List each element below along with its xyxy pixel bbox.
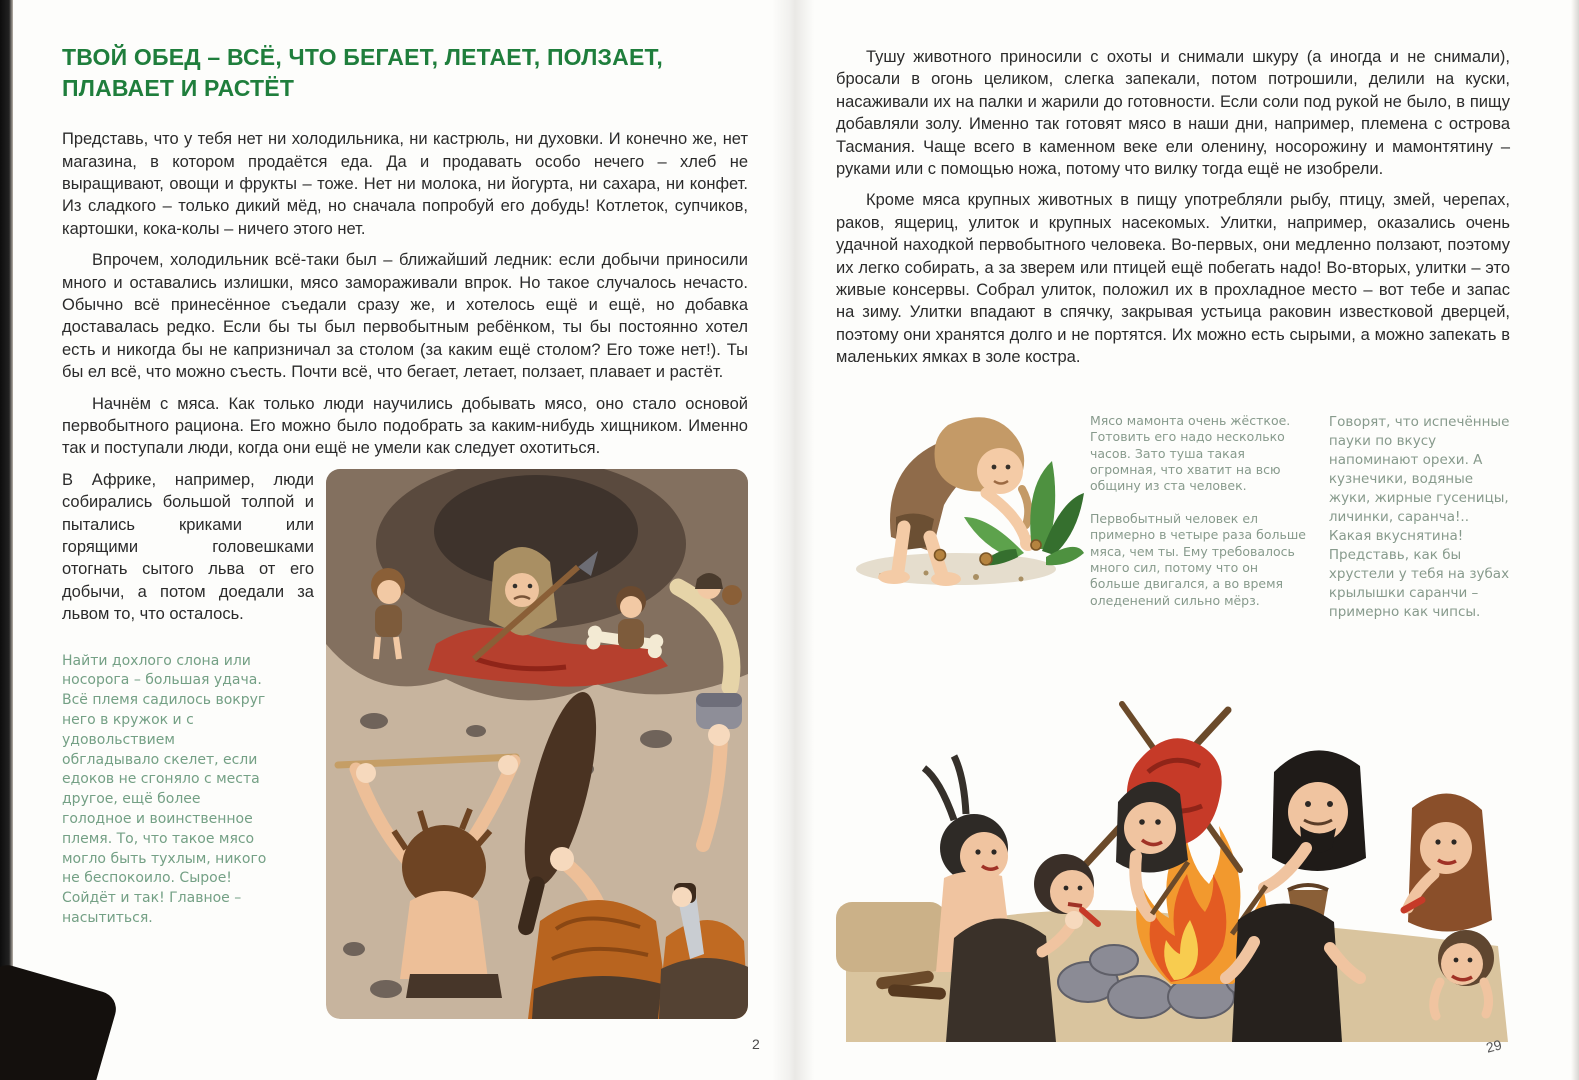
campfire-illustration-wrap	[836, 652, 1510, 1042]
left-page	[62, 0, 748, 1019]
page-gutter-shadow	[772, 0, 814, 1080]
illustration-campfire-feast	[836, 652, 1508, 1042]
narrow-text-column	[62, 469, 314, 1019]
page-number-right: 29	[1484, 1036, 1504, 1056]
margin-note: Говорят, что испечённые пауки по вкусу напоминают орехи. А кузнечики, водяные жуки, жирные гусеницы, личинки, саранча!.. Какая вкуснятина! Представь, как бы хрустели у тебя на зубах крылышки саранчи – примерно как чипсы.	[1328, 413, 1510, 620]
paragraph: Впрочем, холодильник всё-таки был – ближайший ледник: если добычи приносили много и оставались излишки, мясо замораживали впрок. Но такое случалось нечасто. Обычно всё принесённое съедали сразу же, и хотелось ещё и ещё, но добавка доставалась редко. Если бы ты был первобытным ребёнком, ты бы постоянно хотел есть и никогда бы не капризничал за столом (за каким ещё столом? Его тоже нет!). Ты бы ел всё, что можно съесть. Почти всё, что бегает, летает, ползает, плавает и растёт.	[62, 251, 748, 382]
paragraph: Тушу животного приносили с охоты и снимали шкуру (а иногда и не снимали), бросали в огонь целиком, слегка запекали, потом потрошили, делили на куски, насаживали их на палки и жарили до готовности. Если соли под рукой не было, в пищу добавляли золу. Именно так готовят мясо в наши дни, например, племена с острова Тасмания. Чаще всего в каменном веке ели оленину, носорожину и мамонтятину – руками или с помощью ножа, потому что вилку тогда ещё не изобрели.	[836, 48, 1510, 179]
illustration-tribe-and-lion-scene	[326, 469, 748, 1019]
margin-note: Найти дохлого слона или носорога – большая удача. Всё племя садилось вокруг него в кружок и с удовольствием обгладывало скелет, если едоков не сгоняло с места другое, ещё более голодное и воинственное племя. То, что такое мясо могло быть тухлым, никого не беспокоило. Сырое! Сойдёт и так! Главное – насытиться.	[62, 652, 267, 926]
margin-notes-column	[1329, 397, 1510, 622]
margin-note: Первобытный человек ел примерно в четыре раза больше мяса, чем ты. Ему требовалось много сил, потому что он больше двигался, а во время оледенений сильно мёрз.	[1090, 510, 1306, 608]
notes-and-illustration-row	[836, 397, 1510, 622]
scan-right-edge	[1571, 0, 1579, 1080]
margin-notes-column	[1090, 397, 1309, 622]
margin-note: Мясо мамонта очень жёсткое. Готовить его надо несколько часов. Зато туша такая огромная, что хватит на всю общину из ста человек.	[1090, 412, 1291, 494]
paragraph: Представь, что у тебя нет ни холодильника, ни кастрюль, ни духовки. И конечно же, нет магазина, в котором продаётся еда. Да и продавать особо нечего – хлеб не выращивают, овощи и фрукты – тоже. Нет ни молока, ни йогурта, ни сахара, ни конфет. Из сладкого – только дикий мёд, но сначала попробуй его добудь! Котлеток, супчиков, картошки, кока-колы – ничего этого нет.	[62, 130, 748, 238]
paragraph: Кроме мяса крупных животных в пищу употребляли рыбу, птицу, змей, черепах, раков, ящериц, улиток и крупных насекомых. Улитки, например, оказались очень удачной находкой первобытного человека. Во-первых, они медленно ползают, поэтому их легко собирать, а за зверем или птицей ещё побегать надо! Во-вторых, улитки – это живые консервы. Собрал улиток, положил их в прохладное место – вот тебе и запас на зиму. Улитки впадают в спячку, закрывая устьица раковин известковой дверцей, поэтому они хранятся долго и не портятся. Их можно есть сырыми, а можно запекать в маленьких ямках в золе костра.	[836, 191, 1510, 367]
figure-auburn-woman	[1404, 793, 1492, 931]
illustration-snail-gatherer	[836, 397, 1084, 592]
page-number-left: 2	[752, 1036, 760, 1052]
text-and-illustration-row	[62, 469, 748, 1019]
paragraph: Начнём с мяса. Как только люди научились добывать мясо, оно стало основой первобытного рациона. Его можно было подобрать за каким-нибудь хищником. Именно так и поступали люди, когда они ещё не умели как следует охотиться.	[62, 394, 748, 458]
scan-left-edge	[0, 0, 13, 1080]
page-title: ТВОЙ ОБЕД – ВСЁ, ЧТО БЕГАЕТ, ЛЕТАЕТ, ПОЛЗАЕТ, ПЛАВАЕТ И РАСТЁТ	[62, 44, 664, 102]
paragraph: В Африке, например, люди собирались большой толпой и пытались криками или горящими головешками отогнать сытого льва от его добычи, а потом доедали за львом то, что осталось.	[62, 470, 314, 624]
right-page	[836, 0, 1510, 1042]
